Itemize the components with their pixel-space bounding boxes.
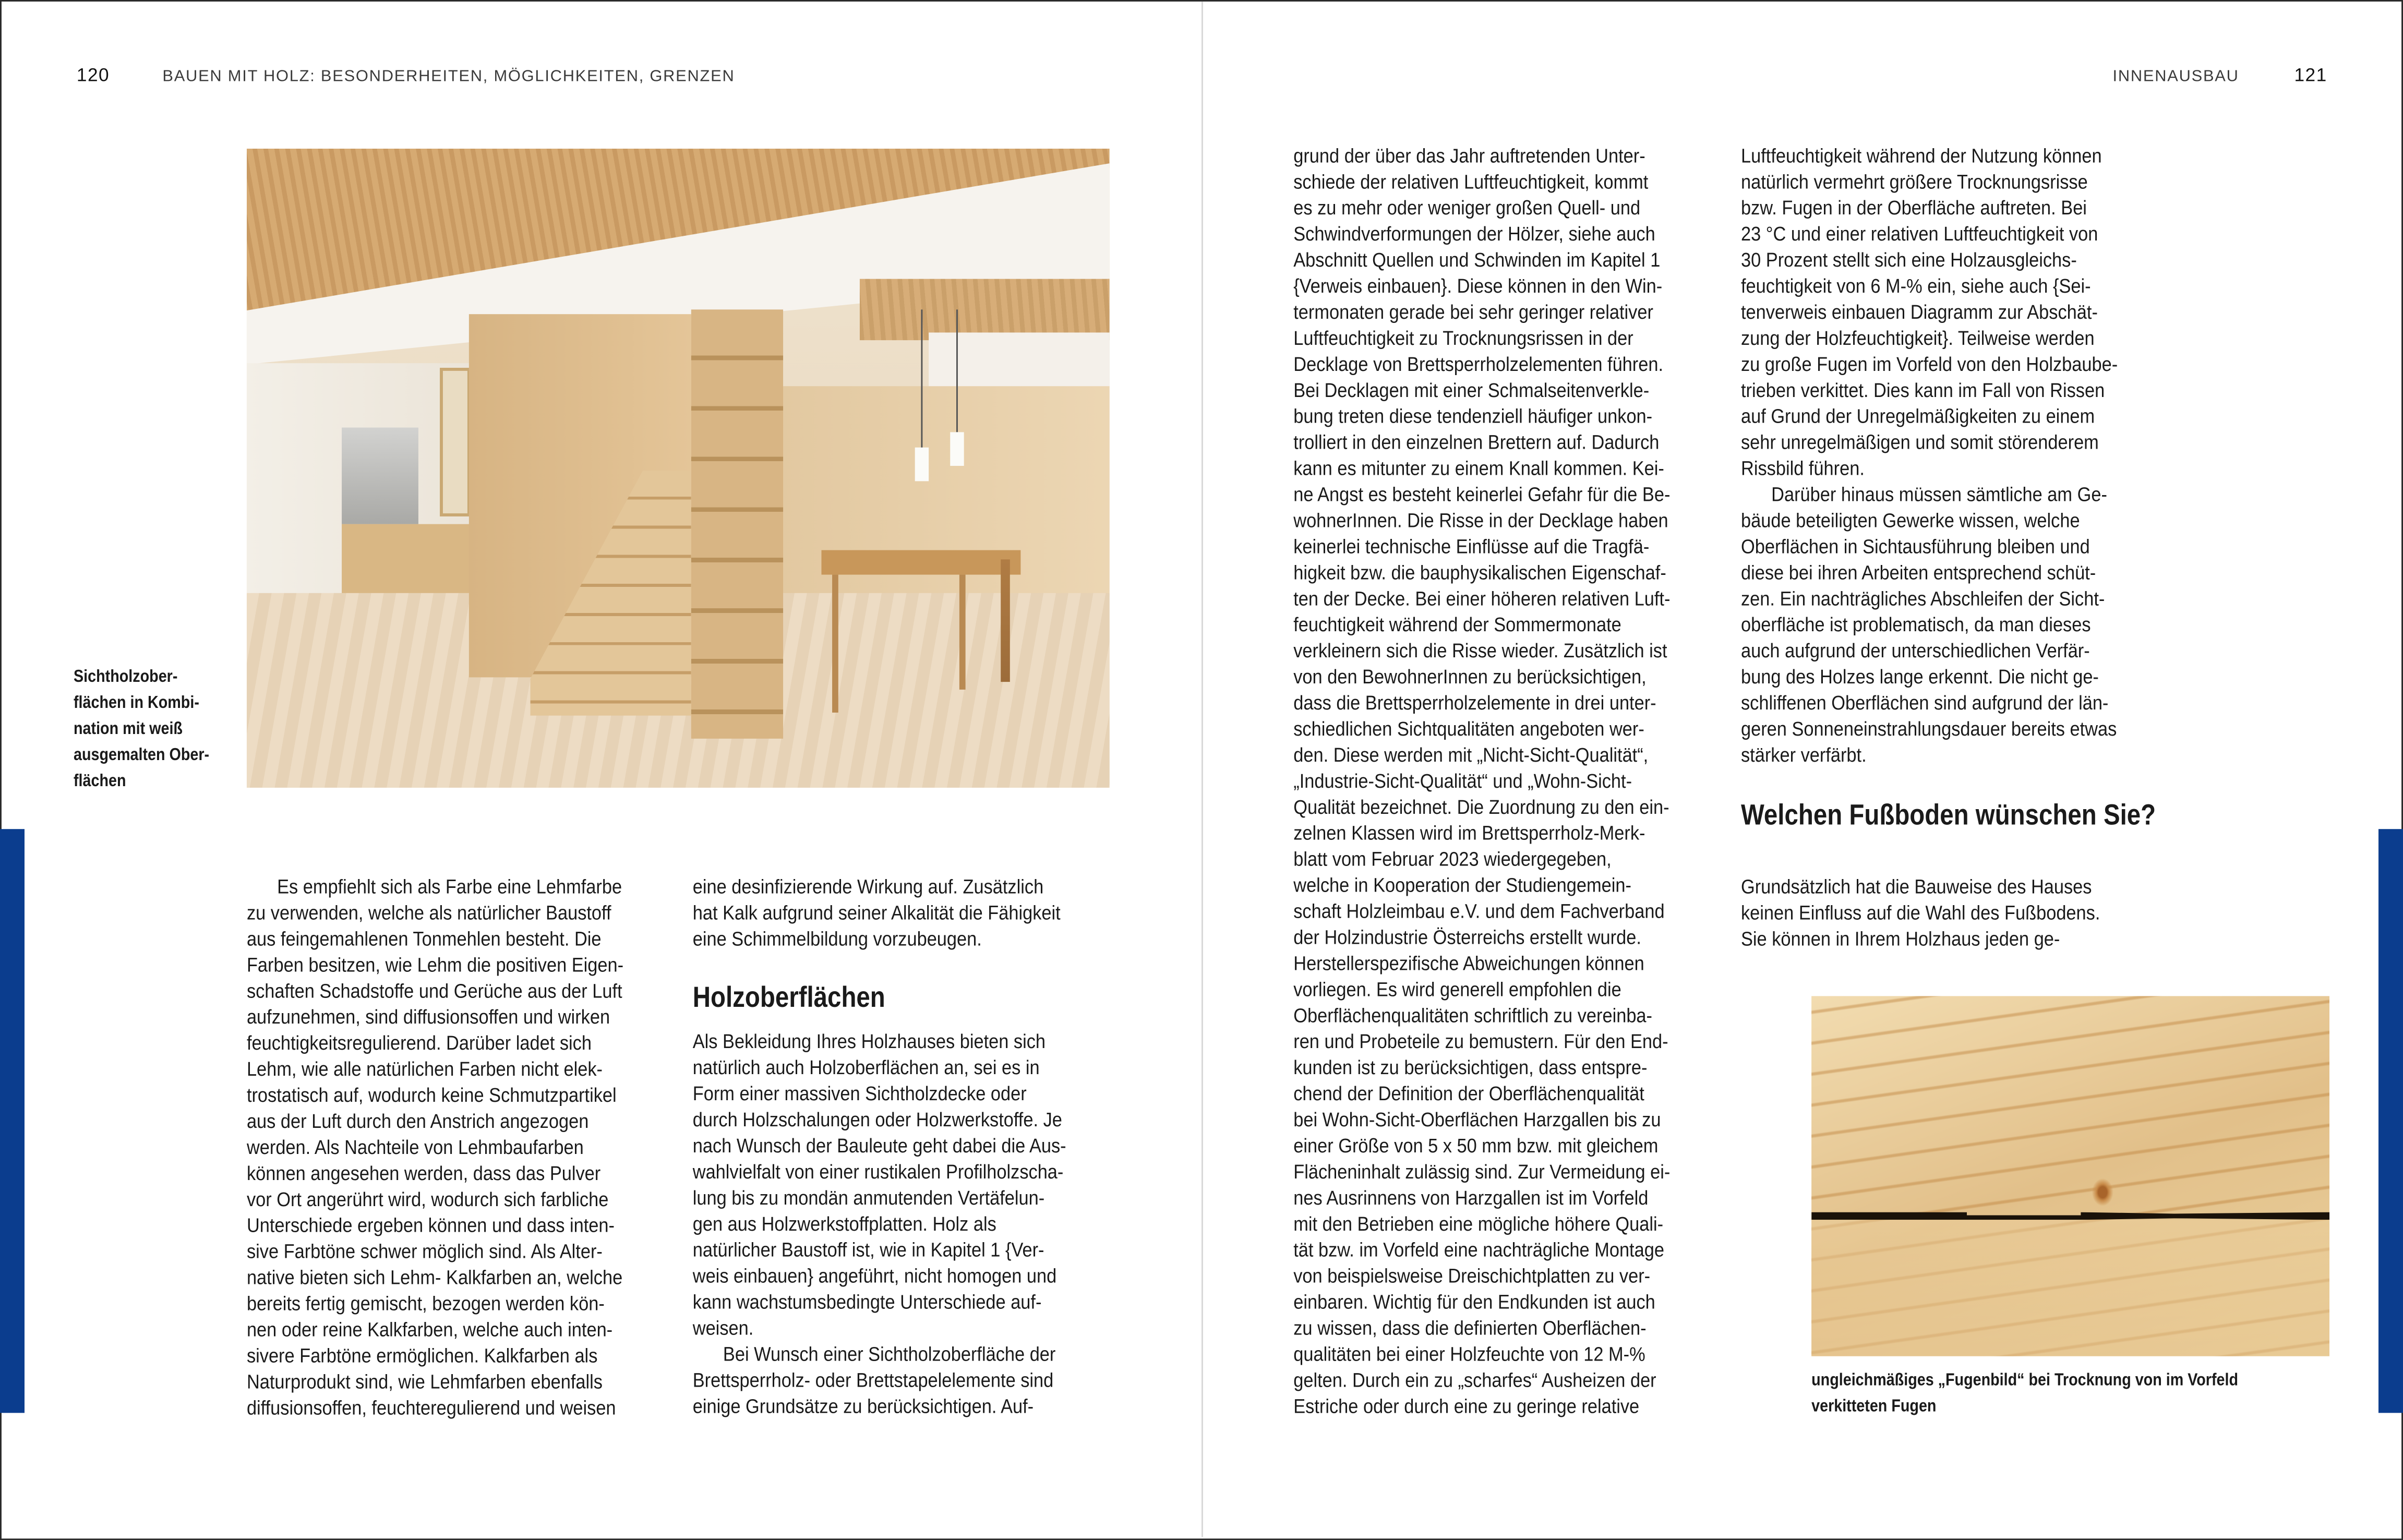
body-text-line: einbaren. Wichtig für den Endkunden ist auch bbox=[1293, 1289, 1655, 1313]
body-text-line: zung der Holzfeuchtigkeit}. Teilweise werden bbox=[1741, 326, 2095, 349]
body-text-line: Brettsperrholz- oder Brettstapelelemente sind bbox=[692, 1367, 1054, 1391]
body-text-line: sive Farbtöne schwer möglich sind. Als Alter- bbox=[246, 1238, 603, 1262]
body-text-line: gelten. Durch ein zu „scharfes“ Ausheizen der bbox=[1293, 1367, 1656, 1391]
body-text-line: dass die Brettsperrholzelemente in drei unter- bbox=[1293, 690, 1656, 714]
body-text-line: vor Ort angerührt wird, wodurch sich farbliche bbox=[246, 1187, 609, 1210]
body-text-line: termonaten gerade bei sehr geringer relativer bbox=[1293, 299, 1653, 323]
body-text-line: stärker verfärbt. bbox=[1741, 742, 1867, 766]
body-text-line: nach Wunsch der Bauleute geht dabei die Aus- bbox=[692, 1133, 1066, 1157]
wood-joint-photo bbox=[1811, 996, 2329, 1356]
body-text-line: schaften Schadstoffe und Gerüche aus der Luft bbox=[246, 978, 622, 1002]
body-text-line: Als Bekleidung Ihres Holzhauses bieten sich bbox=[692, 1029, 1046, 1052]
page-number-left: 120 bbox=[76, 64, 110, 86]
body-text-line: Lehm, wie alle natürlichen Farben nicht elek- bbox=[246, 1056, 603, 1080]
body-text-line: Grundsätzlich hat die Bauweise des Hauses bbox=[1741, 874, 2092, 897]
caption-line: flächen in Kombi- bbox=[74, 693, 199, 712]
body-text-line: blatt vom Februar 2023 wiedergegeben, bbox=[1293, 846, 1612, 870]
figure-caption-wood-joint bbox=[1811, 1368, 2313, 1420]
body-text-line: oberfläche ist problematisch, da man dieses bbox=[1741, 612, 2091, 635]
body-text-line: bäude beteiligten Gewerke wissen, welche bbox=[1741, 508, 2080, 531]
body-text-line: bei Wohn-Sicht-Oberflächen Harzgallen bis zu bbox=[1293, 1107, 1661, 1130]
left-edge-marker bbox=[0, 829, 25, 1413]
text-column-right-1 bbox=[1293, 142, 1753, 1418]
body-text-line: schiedlichen Sichtqualitäten angeboten wer- bbox=[1293, 716, 1644, 740]
body-text-line: weis einbauen} angeführt, nicht homogen und bbox=[692, 1263, 1057, 1287]
body-text-line: geren Sonneneinstrahlungsdauer bereits etwas bbox=[1741, 716, 2117, 740]
body-text-line: verkleinern sich die Risse wieder. Zusätzlich ist bbox=[1293, 638, 1667, 661]
body-text-line: zu große Fugen im Vorfeld von den Holzbaube- bbox=[1741, 352, 2118, 375]
body-text-line: trostatisch auf, wodurch keine Schmutzpartikel bbox=[246, 1082, 617, 1106]
body-text-line: können angesehen werden, dass das Pulver bbox=[246, 1161, 601, 1184]
running-head-right: INNENAUSBAU bbox=[2112, 67, 2239, 86]
interior-photo bbox=[247, 149, 1110, 788]
caption-line: ungleichmäßiges „Fugenbild“ bei Trocknung von im Vorfeld bbox=[1811, 1370, 2239, 1389]
body-text-line: bung treten diese tendenziell häufiger unkon- bbox=[1293, 404, 1653, 427]
body-text-line: schiede der relativen Luftfeuchtigkeit, kommt bbox=[1293, 169, 1649, 192]
body-text-line: auf Grund der Unregelmäßigkeiten zu einem bbox=[1741, 404, 2095, 427]
body-text-line: durch Holzschalungen oder Holzwerkstoffe. Je bbox=[692, 1107, 1062, 1130]
body-text-line: es zu mehr oder weniger großen Quell- und bbox=[1293, 195, 1641, 219]
caption-line: verkitteten Fugen bbox=[1811, 1397, 1937, 1415]
caption-line: Sichtholzober- bbox=[74, 667, 178, 686]
body-text-line: der Holzindustrie Österreichs erstellt wurde. bbox=[1293, 924, 1641, 948]
gutter-divider bbox=[1202, 2, 1203, 1537]
body-text-line: zelnen Klassen wird im Brettsperrholz-Merk- bbox=[1293, 821, 1645, 844]
body-text-line: kann es mitunter zu einem Knall kommen. Kei- bbox=[1293, 455, 1664, 479]
body-text-line: sivere Farbtöne ermöglichen. Kalkfarben als bbox=[246, 1343, 598, 1366]
body-text-line: schaft Holzleimbau e.V. und dem Fachverband bbox=[1293, 898, 1665, 922]
body-text-line: feuchtigkeit während der Sommermonate bbox=[1293, 612, 1621, 635]
body-text-line: kunden ist zu berücksichtigen, dass entspre- bbox=[1293, 1055, 1648, 1078]
body-text-line: Oberflächenqualitäten schriftlich zu vereinba- bbox=[1293, 1003, 1652, 1026]
body-text-line: Qualität bezeichnet. Die Zuordnung zu den ein- bbox=[1293, 795, 1669, 818]
body-text-line: Unterschiede ergeben können und dass inten- bbox=[246, 1213, 615, 1236]
body-text-line: eine Schimmelbildung vorzubeugen. bbox=[692, 926, 982, 949]
body-text-line: zen. Ein nachträgliches Abschleifen der Sicht- bbox=[1741, 586, 2105, 609]
text-column-left-1 bbox=[247, 873, 706, 1420]
section-heading: Holzoberflächen bbox=[692, 982, 885, 1015]
body-text-line: Form einer massiven Sichtholzdecke oder bbox=[692, 1081, 1027, 1104]
body-text-line: bereits fertig gemischt, bezogen werden kön- bbox=[246, 1291, 605, 1314]
body-text-line: Decklage von Brettsperrholzelementen führen. bbox=[1293, 352, 1664, 375]
body-text-line: einer Größe von 5 x 50 mm bzw. mit gleichem bbox=[1293, 1133, 1659, 1157]
body-text-line: schliffenen Oberflächen sind aufgrund der län- bbox=[1741, 690, 2109, 714]
body-text-line: 30 Prozent stellt sich eine Holzausgleichs- bbox=[1741, 247, 2077, 271]
body-text-line: zu wissen, dass die definierten Oberflächen- bbox=[1293, 1315, 1647, 1339]
body-text-line: wahlvielfalt von einer rustikalen Profilholzscha- bbox=[692, 1159, 1064, 1183]
body-text-line: trieben verkittet. Dies kann im Fall von Rissen bbox=[1741, 378, 2105, 401]
running-head-left: BAUEN MIT HOLZ: BESONDERHEITEN, MÖGLICHKEITEN, GRENZEN bbox=[162, 67, 735, 86]
body-text-line: gen aus Holzwerkstoffplatten. Holz als bbox=[692, 1211, 996, 1235]
body-text-line: lung bis zu mondän anmutenden Vertäfelun- bbox=[692, 1185, 1045, 1209]
body-text-line: aus der Luft durch den Anstrich angezogen bbox=[246, 1109, 589, 1132]
body-text-line: diffusionsoffen, feuchteregulierend und weisen bbox=[246, 1395, 616, 1418]
body-text-line: Flächeninhalt zulässig sind. Zur Vermeidung ei- bbox=[1293, 1159, 1671, 1183]
body-text-line: Luftfeuchtigkeit während der Nutzung können bbox=[1741, 143, 2102, 166]
right-edge-marker bbox=[2378, 829, 2403, 1413]
body-text-line: aufzunehmen, sind diffusionsoffen und wirken bbox=[246, 1004, 610, 1028]
body-text-line: aus feingemahlenen Tonmehlen besteht. Die bbox=[246, 926, 602, 949]
section-heading: Welchen Fußboden wünschen Sie? bbox=[1741, 800, 2156, 833]
body-text-line: Darüber hinaus müssen sämtliche am Ge- bbox=[1771, 482, 2107, 505]
caption-line: ausgemalten Ober- bbox=[74, 745, 210, 764]
body-text-line: Bei Wunsch einer Sichtholzoberfläche der bbox=[723, 1341, 1056, 1365]
body-text-line: auch aufgrund der unterschiedlichen Verfär- bbox=[1741, 638, 2090, 661]
body-text-line: Rissbild führen. bbox=[1741, 455, 1865, 479]
body-text-line: kann wachstumsbedingte Unterschiede auf- bbox=[692, 1289, 1042, 1313]
body-text-line: Bei Decklagen mit einer Schmalseitenverkle- bbox=[1293, 378, 1650, 401]
caption-line: nation mit weiß bbox=[74, 719, 183, 738]
body-text-line: diese bei ihren Arbeiten entsprechend schüt- bbox=[1741, 560, 2096, 583]
body-text-line: higkeit bzw. die bauphysikalischen Eigenschaf- bbox=[1293, 560, 1666, 583]
body-text-line: zu verwenden, welche als natürlicher Baustoff bbox=[246, 900, 611, 923]
body-text-line: welche in Kooperation der Studiengemein- bbox=[1293, 872, 1631, 896]
body-text-line: Oberflächen in Sichtausführung bleiben und bbox=[1741, 534, 2090, 557]
body-text-line: von den BewohnerInnen zu berücksichtigen, bbox=[1293, 664, 1647, 688]
body-text-line: Luftfeuchtigkeit zu Trocknungsrissen in der bbox=[1293, 326, 1633, 349]
body-text-line: Estriche oder durch eine zu geringe relative bbox=[1293, 1393, 1640, 1417]
body-text-line: natürlich vermehrt größere Trocknungsrisse bbox=[1741, 169, 2088, 192]
body-text-line: Herstellerspezifische Abweichungen können bbox=[1293, 951, 1644, 974]
body-text-line: sehr unregelmäßigen und somit störenderem bbox=[1741, 429, 2099, 453]
body-text-line: 23 °C und einer relativen Luftfeuchtigkeit von bbox=[1741, 221, 2098, 245]
body-text-line: tenverweis einbauen Diagramm zur Abschät- bbox=[1741, 299, 2098, 323]
text-column-left-2 bbox=[693, 873, 1152, 1418]
body-text-line: Es empfiehlt sich als Farbe eine Lehmfarbe bbox=[277, 874, 622, 897]
body-text-line: bzw. Fugen in der Oberfläche auftreten. Bei bbox=[1741, 195, 2087, 219]
body-text-line: feuchtigkeitsregulierend. Darüber ladet sich bbox=[246, 1030, 592, 1054]
body-text-line: keinerlei technische Einflüsse auf die Tragfä- bbox=[1293, 534, 1650, 557]
body-text-line: „Industrie-Sicht-Qualität“ und „Wohn-Sicht- bbox=[1293, 768, 1632, 792]
body-text-line: natürlicher Baustoff ist, wie in Kapitel 1 {Ver- bbox=[692, 1237, 1044, 1261]
body-text-line: Abschnitt Quellen und Schwinden im Kapitel 1 bbox=[1293, 247, 1661, 271]
body-text-line: einige Grundsätze zu berücksichtigen. Auf- bbox=[692, 1393, 1034, 1417]
text-column-right-2 bbox=[1741, 142, 2201, 951]
body-text-line: bung des Holzes lange erkennt. Die nicht ge- bbox=[1741, 664, 2099, 688]
body-text-line: ren und Probeteile zu bemustern. Für den End- bbox=[1293, 1029, 1668, 1052]
body-text-line: Schwindverformungen der Hölzer, siehe auch bbox=[1293, 221, 1655, 245]
body-text-line: nen oder reine Kalkfarben, welche auch inten- bbox=[246, 1317, 613, 1340]
body-text-line: wohnerInnen. Die Risse in der Decklage haben bbox=[1293, 508, 1668, 531]
body-text-line: eine desinfizierende Wirkung auf. Zusätzlich bbox=[692, 874, 1044, 897]
body-text-line: tät bzw. im Vorfeld eine nachträgliche Montage bbox=[1293, 1237, 1664, 1261]
body-text-line: Naturprodukt sind, wie Lehmfarben ebenfalls bbox=[246, 1369, 603, 1392]
body-text-line: ne Angst es besteht keinerlei Gefahr für die Be- bbox=[1293, 482, 1671, 505]
body-text-line: den. Diese werden mit „Nicht-Sicht-Qualität“, bbox=[1293, 742, 1649, 766]
caption-line: flächen bbox=[74, 772, 126, 790]
body-text-line: keinen Einfluss auf die Wahl des Fußbodens. bbox=[1741, 900, 2100, 923]
body-text-line: trolliert in den einzelnen Brettern auf. Dadurch bbox=[1293, 429, 1660, 453]
body-text-line: Sie können in Ihrem Holzhaus jeden ge- bbox=[1741, 926, 2060, 949]
body-text-line: werden. Als Nachteile von Lehmbaufarben bbox=[246, 1135, 584, 1158]
body-text-line: Farben besitzen, wie Lehm die positiven Eigen- bbox=[246, 952, 624, 976]
body-text-line: von beispielsweise Dreischichtplatten zu ver- bbox=[1293, 1263, 1651, 1287]
body-text-line: chend der Definition der Oberflächenqualität bbox=[1293, 1081, 1644, 1104]
figure-caption-interior bbox=[74, 664, 233, 795]
body-text-line: mit den Betrieben eine mögliche höhere Quali- bbox=[1293, 1211, 1664, 1235]
body-text-line: nes Ausrinnens von Harzgallen ist im Vorfeld bbox=[1293, 1185, 1649, 1209]
body-text-line: feuchtigkeit von 6 M-% ein, siehe auch {Sei- bbox=[1741, 273, 2091, 297]
body-text-line: weisen. bbox=[692, 1315, 754, 1339]
body-text-line: native bieten sich Lehm- Kalkfarben an, welche bbox=[246, 1265, 623, 1288]
body-text-line: vorliegen. Es wird generell empfohlen die bbox=[1293, 977, 1621, 1000]
body-text-line: natürlich auch Holzoberflächen an, sei es in bbox=[692, 1055, 1040, 1078]
body-text-line: {Verweis einbauen}. Diese können in den Win- bbox=[1293, 273, 1663, 297]
body-text-line: hat Kalk aufgrund seiner Alkalität die Fähigkeit bbox=[692, 900, 1061, 923]
body-text-line: qualitäten bei einer Holzfeuchte von 12 M-% bbox=[1293, 1341, 1645, 1365]
body-text-line: ten der Decke. Bei einer höheren relativen Luft- bbox=[1293, 586, 1671, 609]
page-number-right: 121 bbox=[2294, 64, 2327, 86]
body-text-line: grund der über das Jahr auftretenden Unter- bbox=[1293, 143, 1645, 166]
